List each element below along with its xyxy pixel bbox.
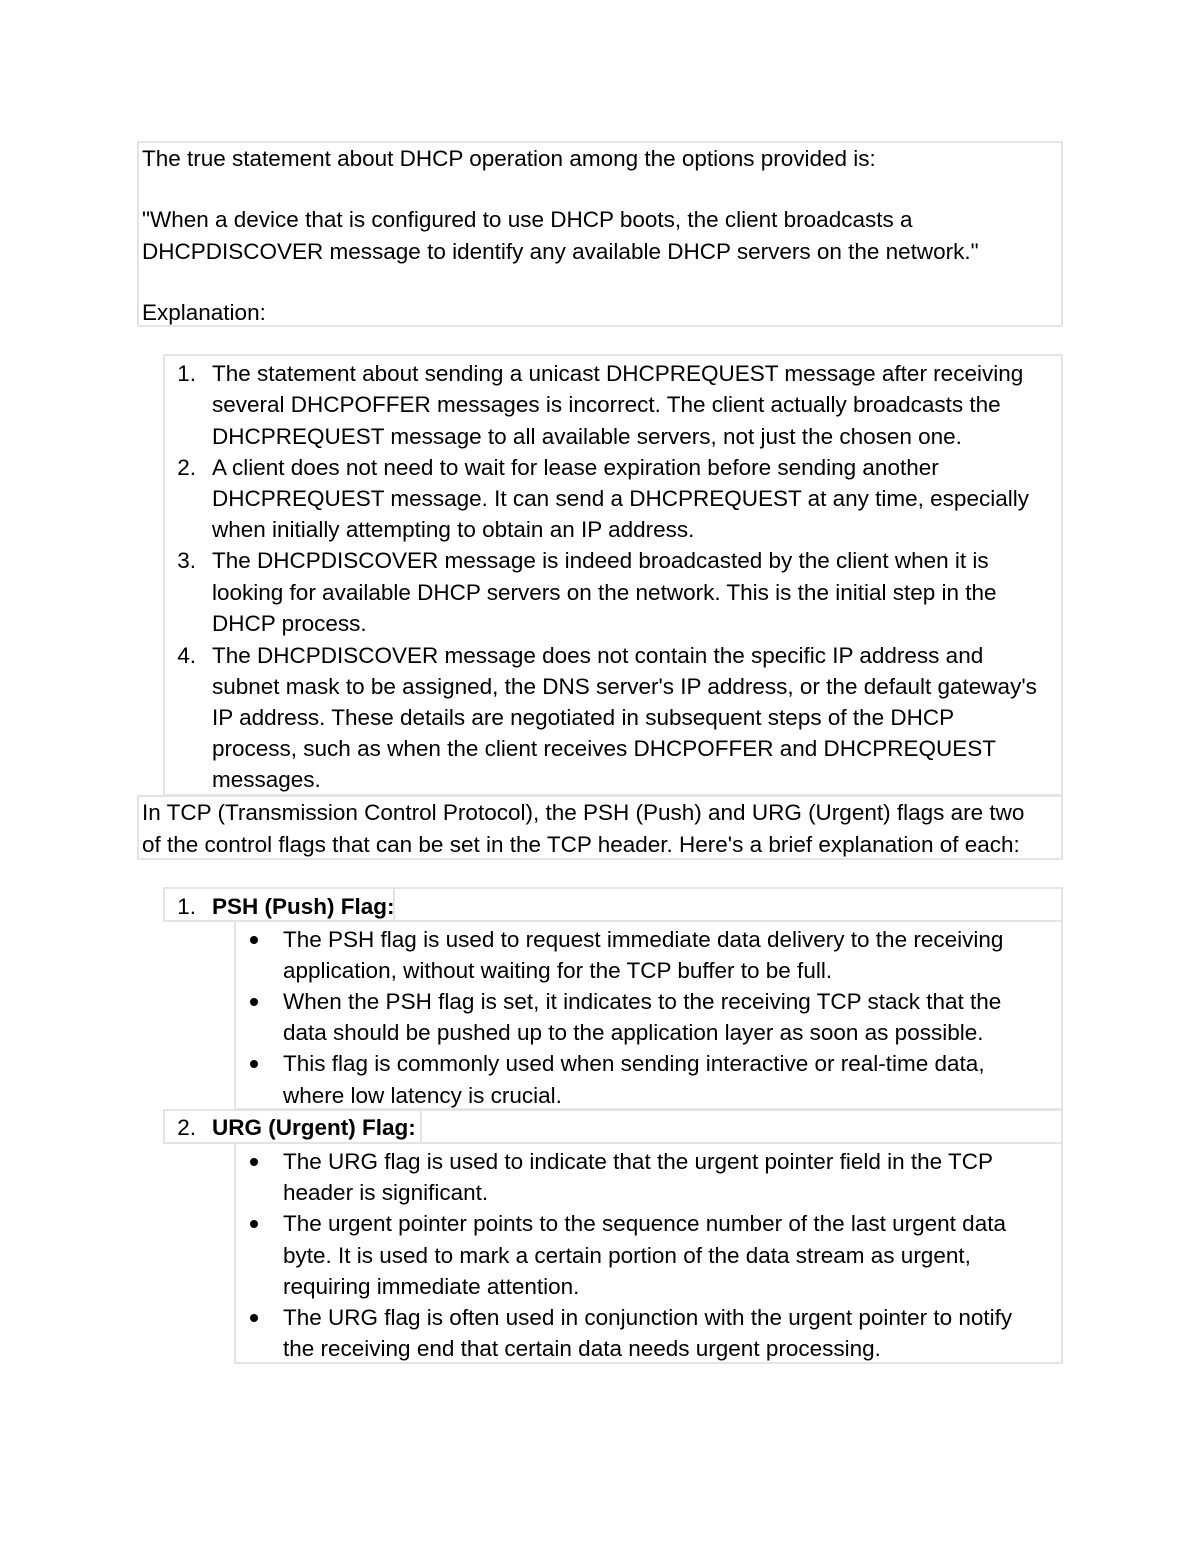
explanation-item-4-line-5: messages. bbox=[212, 767, 321, 792]
psh-bullet-3-line-1: This flag is commonly used when sending interactive or real-time data, bbox=[283, 1051, 985, 1076]
explanation-item-4-number: 4. bbox=[177, 643, 196, 668]
intro-quote-line-1: "When a device that is configured to use DHCP boots, the client broadcasts a bbox=[142, 207, 913, 232]
explanation-item-2-line-1: A client does not need to wait for lease expiration before sending another bbox=[212, 455, 939, 480]
explanation-item-1-line-2: several DHCPOFFER messages is incorrect. The client actually broadcasts the bbox=[212, 392, 1001, 417]
explanation-item-2-number: 2. bbox=[177, 455, 196, 480]
explanation-item-2-line-3: when initially attempting to obtain an IP address. bbox=[212, 517, 695, 542]
explanation-item-3-line-3: DHCP process. bbox=[212, 611, 367, 636]
psh-bullet-2-line-2: data should be pushed up to the application layer as soon as possible. bbox=[283, 1020, 984, 1045]
explanation-item-2-line-2: DHCPREQUEST message. It can send a DHCPREQUEST at any time, especially bbox=[212, 486, 1029, 511]
urg-bullet-3-line-1: The URG flag is often used in conjunction with the urgent pointer to notify bbox=[283, 1305, 1013, 1330]
urg-bullet-3-line-2: the receiving end that certain data needs urgent processing. bbox=[283, 1336, 881, 1361]
explanation-item-3-line-1: The DHCPDISCOVER message is indeed broadcasted by the client when it is bbox=[212, 548, 989, 573]
urg-bullet-2-line-3: requiring immediate attention. bbox=[283, 1274, 580, 1299]
bullet-icon bbox=[250, 1314, 258, 1322]
explanation-item-1-number: 1. bbox=[177, 361, 196, 386]
psh-bullet-3-line-2: where low latency is crucial. bbox=[283, 1083, 562, 1108]
bullet-icon bbox=[250, 936, 258, 944]
psh-bullet-2-line-1: When the PSH flag is set, it indicates to the receiving TCP stack that the bbox=[283, 989, 1002, 1014]
intro-statement: The true statement about DHCP operation among the options provided is: bbox=[142, 146, 876, 171]
bullet-icon bbox=[250, 998, 258, 1006]
psh-flag-title: PSH (Push) Flag: bbox=[212, 894, 395, 919]
tcp-intro-line-2: of the control flags that can be set in the TCP header. Here's a brief explanation of each: bbox=[142, 832, 1020, 857]
explanation-label: Explanation: bbox=[142, 300, 266, 325]
urg-bullet-1-line-2: header is significant. bbox=[283, 1180, 489, 1205]
explanation-item-4-line-4: process, such as when the client receives DHCPOFFER and DHCPREQUEST bbox=[212, 736, 997, 761]
explanation-item-3-number: 3. bbox=[177, 548, 196, 573]
explanation-item-4-line-1: The DHCPDISCOVER message does not contain the specific IP address and bbox=[212, 643, 984, 668]
explanation-item-1-line-1: The statement about sending a unicast DHCPREQUEST message after receiving bbox=[212, 361, 1024, 386]
bullet-icon bbox=[250, 1158, 258, 1166]
explanation-item-4-line-3: IP address. These details are negotiated in subsequent steps of the DHCP bbox=[212, 705, 955, 730]
psh-flag-number: 1. bbox=[177, 894, 196, 919]
explanation-item-1-line-3: DHCPREQUEST message to all available servers, not just the chosen one. bbox=[212, 424, 962, 449]
tcp-intro-line-1: In TCP (Transmission Control Protocol), the PSH (Push) and URG (Urgent) flags are two bbox=[142, 800, 1025, 825]
explanation-item-3-line-2: looking for available DHCP servers on the network. This is the initial step in the bbox=[212, 580, 997, 605]
bullet-icon bbox=[250, 1060, 258, 1068]
explanation-item-4-line-2: subnet mask to be assigned, the DNS server's IP address, or the default gateway's bbox=[212, 674, 1037, 699]
urg-bullet-2-line-1: The urgent pointer points to the sequence number of the last urgent data bbox=[283, 1211, 1006, 1236]
bullet-icon bbox=[250, 1220, 258, 1228]
urg-flag-title: URG (Urgent) Flag: bbox=[212, 1115, 416, 1140]
urg-bullet-2-line-2: byte. It is used to mark a certain portion of the data stream as urgent, bbox=[283, 1243, 971, 1268]
psh-bullet-1-line-2: application, without waiting for the TCP buffer to be full. bbox=[283, 958, 833, 983]
urg-flag-number: 2. bbox=[177, 1115, 196, 1140]
intro-quote-line-2: DHCPDISCOVER message to identify any available DHCP servers on the network." bbox=[142, 239, 979, 264]
psh-bullet-1-line-1: The PSH flag is used to request immediate data delivery to the receiving bbox=[283, 927, 1004, 952]
urg-bullet-1-line-1: The URG flag is used to indicate that the urgent pointer field in the TCP bbox=[283, 1149, 993, 1174]
